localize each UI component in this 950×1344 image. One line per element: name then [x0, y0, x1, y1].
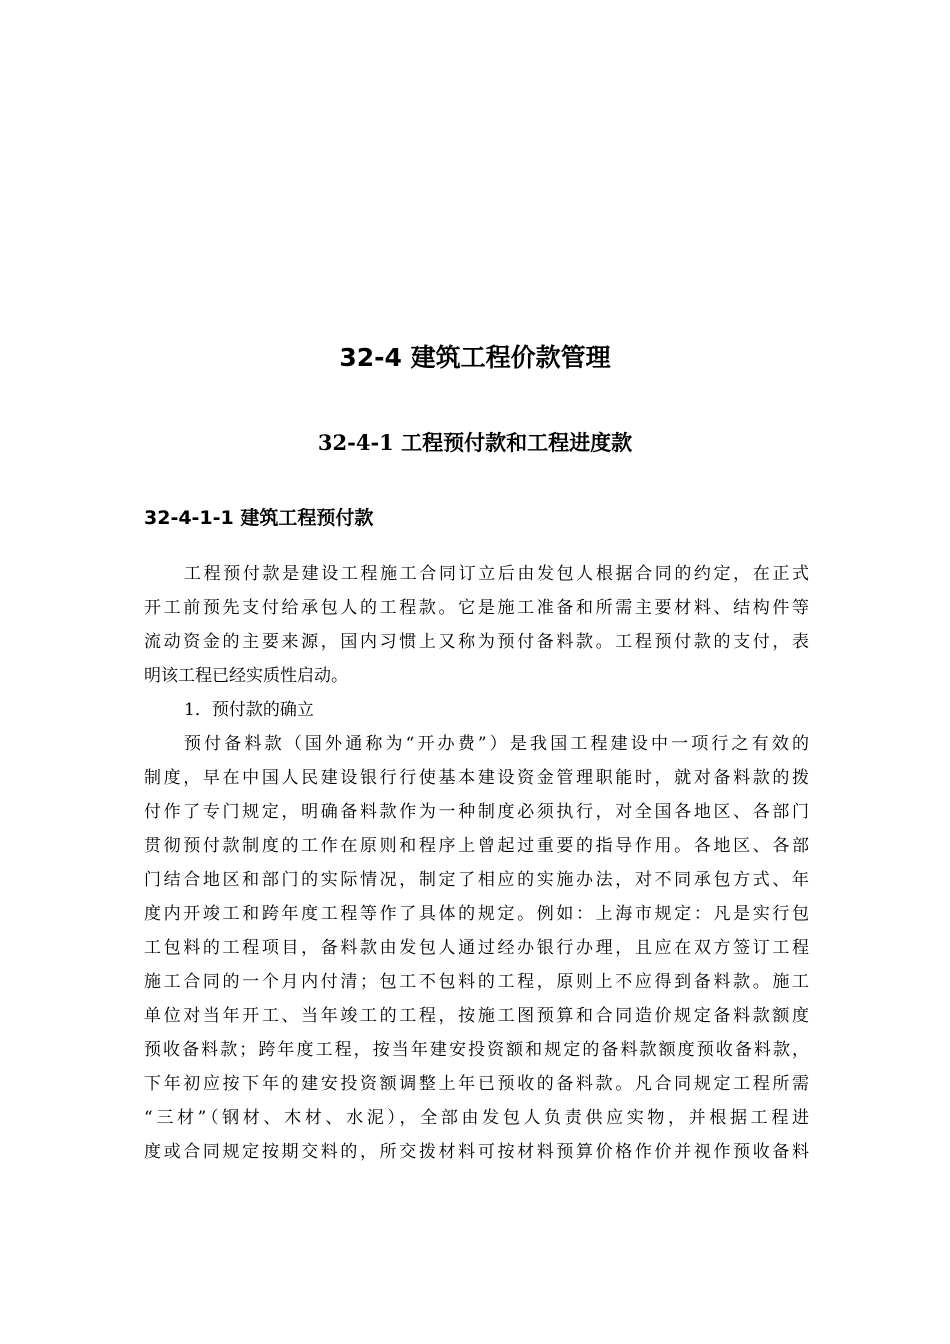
paragraph-line: 工包料的工程项目，备料款由发包人通过经办银行办理，且应在双方签订工程 [144, 938, 809, 958]
chapter-title: 32-4 建筑工程价款管理 [339, 343, 611, 372]
paragraph-line: 门结合地区和部门的实际情况，制定了相应的实施办法，对不同承包方式、年 [144, 870, 809, 890]
paragraph-line: 施工合同的一个月内付清；包工不包料的工程，原则上不应得到备料款。施工 [144, 972, 809, 992]
paragraph-2 [144, 727, 809, 1169]
paragraph-line: 贯彻预付款制度的工作在原则和程序上曾起过重要的指导作用。各地区、各部 [144, 836, 809, 856]
paragraph-1 [144, 557, 809, 693]
paragraph-line: 开工前预先支付给承包人的工程款。它是施工准备和所需主要材料、结构件等 [144, 598, 809, 618]
paragraph-line: 付作了专门规定，明确备料款作为一种制度必须执行，对全国各地区、各部门 [144, 802, 809, 822]
paragraph-line: 度内开竣工和跨年度工程等作了具体的规定。例如：上海市规定：凡是实行包 [144, 904, 809, 924]
paragraph-line: 流动资金的主要来源，国内习惯上又称为预付备料款。工程预付款的支付，表 [144, 632, 809, 652]
paragraph-line: 明该工程已经实质性启动。 [144, 666, 348, 686]
paragraph-line: 制度，早在中国人民建设银行行使基本建设资金管理职能时，就对备料款的拨 [144, 768, 809, 788]
paragraph-line: 度或合同规定按期交料的，所交拨材料可按材料预算价格作价并视作预收备料 [144, 1142, 809, 1162]
subsection-title: 32-4-1-1 建筑工程预付款 [144, 507, 374, 529]
item-1-heading-block [144, 693, 809, 727]
paragraph-line: 预付备料款（国外通称为“开办费”）是我国工程建设中一项行之有效的 [184, 734, 809, 754]
paragraph-line: 预收备料款；跨年度工程，按当年建安投资额和规定的备料款额度预收备料款， [144, 1040, 809, 1060]
body-text [144, 557, 809, 1169]
section-title: 32-4-1 工程预付款和工程进度款 [317, 430, 633, 455]
paragraph-line: 单位对当年开工、当年竣工的工程，按施工图预算和合同造价规定备料款额度 [144, 1006, 809, 1026]
item-1-heading: 1．预付款的确立 [184, 700, 314, 720]
paragraph-line: 下年初应按下年的建安投资额调整上年已预收的备料款。凡合同规定工程所需 [144, 1074, 809, 1094]
paragraph-line: “三材”（钢材、木材、水泥），全部由发包人负责供应实物，并根据工程进 [144, 1108, 809, 1128]
paragraph-line: 工程预付款是建设工程施工合同订立后由发包人根据合同的约定，在正式 [184, 564, 809, 584]
